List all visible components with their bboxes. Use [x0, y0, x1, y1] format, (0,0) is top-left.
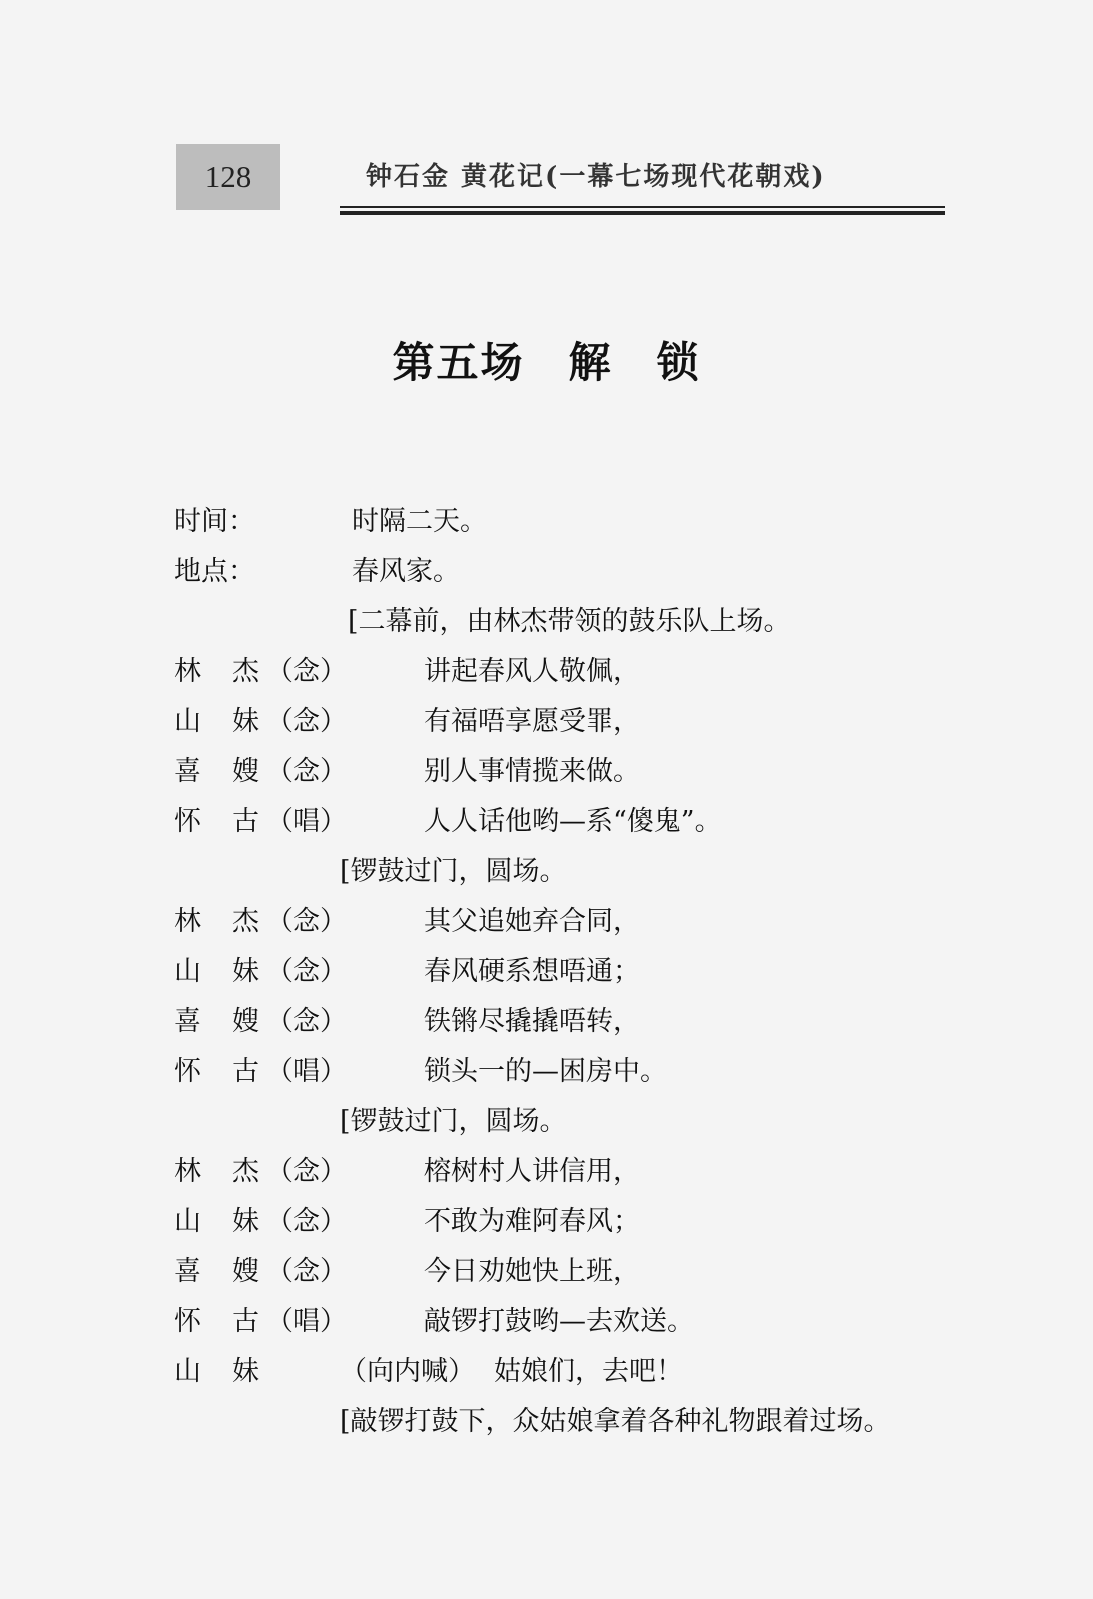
- speaker: [174, 1155, 347, 1189]
- speaker-char: 嫂: [232, 1256, 259, 1287]
- delivery-mode: （念）: [266, 706, 347, 737]
- speaker: [174, 955, 347, 989]
- verse-line: 别人事情揽来做。: [424, 756, 640, 787]
- speaker-char: 妹: [232, 1206, 259, 1237]
- verse-line: 铁锵尽撬撬唔转，: [424, 1006, 640, 1037]
- delivery-mode: （唱）: [266, 1056, 347, 1087]
- speaker-char: 喜: [174, 1256, 201, 1287]
- speaker-char: 妹: [232, 706, 259, 737]
- delivery-mode: （念）: [266, 1256, 347, 1287]
- speaker: [174, 705, 347, 739]
- delivery-mode: （唱）: [266, 1306, 347, 1337]
- speaker-char: 嫂: [232, 1006, 259, 1037]
- speaker-char: 林: [174, 906, 201, 937]
- verse-line: 敲锣打鼓哟—去欢送。: [424, 1306, 694, 1337]
- speaker-char: 妹: [232, 1356, 259, 1387]
- action-direction: （向内喊）: [340, 1356, 475, 1387]
- stage-direction: [锣鼓过门，圆场。: [340, 1106, 567, 1137]
- speaker: [174, 655, 347, 689]
- verse-line: 有福唔享愿受罪，: [424, 706, 640, 737]
- speaker-char: 杰: [232, 906, 259, 937]
- speaker-char: 林: [174, 1156, 201, 1187]
- speaker-char: 山: [174, 706, 201, 737]
- speaker-char: 山: [174, 1206, 201, 1237]
- page-number: 128: [176, 144, 280, 210]
- speaker: [174, 1005, 347, 1039]
- verse-line: 榕树村人讲信用，: [424, 1156, 640, 1187]
- scene-title: 第五场 解 锁: [392, 338, 701, 387]
- speaker: [174, 1205, 347, 1239]
- speaker-char: 山: [174, 956, 201, 987]
- delivery-mode: （唱）: [266, 806, 347, 837]
- speaker: [174, 1055, 347, 1089]
- speaker-char: 杰: [232, 1156, 259, 1187]
- delivery-mode: （念）: [266, 756, 347, 787]
- speaker: [174, 805, 347, 839]
- verse-line: 春风硬系想唔通；: [424, 956, 640, 987]
- speaker: [174, 905, 347, 939]
- spoken-line: 姑娘们，去吧！: [494, 1356, 683, 1387]
- stage-direction: [锣鼓过门，圆场。: [340, 856, 567, 887]
- speaker-char: 怀: [174, 806, 201, 837]
- speaker: [174, 1355, 266, 1389]
- speaker-char: 妹: [232, 956, 259, 987]
- speaker-char: 古: [232, 806, 259, 837]
- header-rule-thin: [340, 206, 945, 208]
- header-rule-thick: [340, 211, 945, 215]
- stage-direction: [二幕前，由林杰带领的鼓乐队上场。: [348, 606, 791, 637]
- verse-line: 锁头一的—困房中。: [424, 1056, 667, 1087]
- speaker-char: 嫂: [232, 756, 259, 787]
- speaker-char: 喜: [174, 1006, 201, 1037]
- speaker: [174, 1305, 347, 1339]
- speaker-char: 怀: [174, 1056, 201, 1087]
- speaker-char: 杰: [232, 656, 259, 687]
- delivery-mode: （念）: [266, 906, 347, 937]
- verse-line: 讲起春风人敬佩，: [424, 656, 640, 687]
- verse-line: 今日劝她快上班，: [424, 1256, 640, 1287]
- speaker-char: 怀: [174, 1306, 201, 1337]
- stage-direction: [敲锣打鼓下，众姑娘拿着各种礼物跟着过场。: [340, 1406, 891, 1437]
- speaker-char: 山: [174, 1356, 201, 1387]
- time-value: 时隔二天。: [352, 506, 487, 537]
- speaker-char: 林: [174, 656, 201, 687]
- speaker-char: 古: [232, 1306, 259, 1337]
- verse-line: 不敢为难阿春风；: [424, 1206, 640, 1237]
- verse-line: 人人话他哟—系“傻鬼”。: [424, 806, 722, 837]
- verse-line: 其父追她弃合同，: [424, 906, 640, 937]
- delivery-mode: （念）: [266, 1206, 347, 1237]
- delivery-mode: （念）: [266, 656, 347, 687]
- delivery-mode: （念）: [266, 1156, 347, 1187]
- delivery-mode: （念）: [266, 1006, 347, 1037]
- speaker-char: 古: [232, 1056, 259, 1087]
- delivery-mode: （念）: [266, 956, 347, 987]
- place-label: 地点：: [174, 556, 255, 587]
- running-title: 钟石金 黄花记(一幕七场现代花朝戏): [366, 162, 826, 192]
- time-label: 时间：: [174, 506, 255, 537]
- speaker: [174, 1255, 347, 1289]
- place-value: 春风家。: [352, 556, 460, 587]
- speaker: [174, 755, 347, 789]
- speaker-char: 喜: [174, 756, 201, 787]
